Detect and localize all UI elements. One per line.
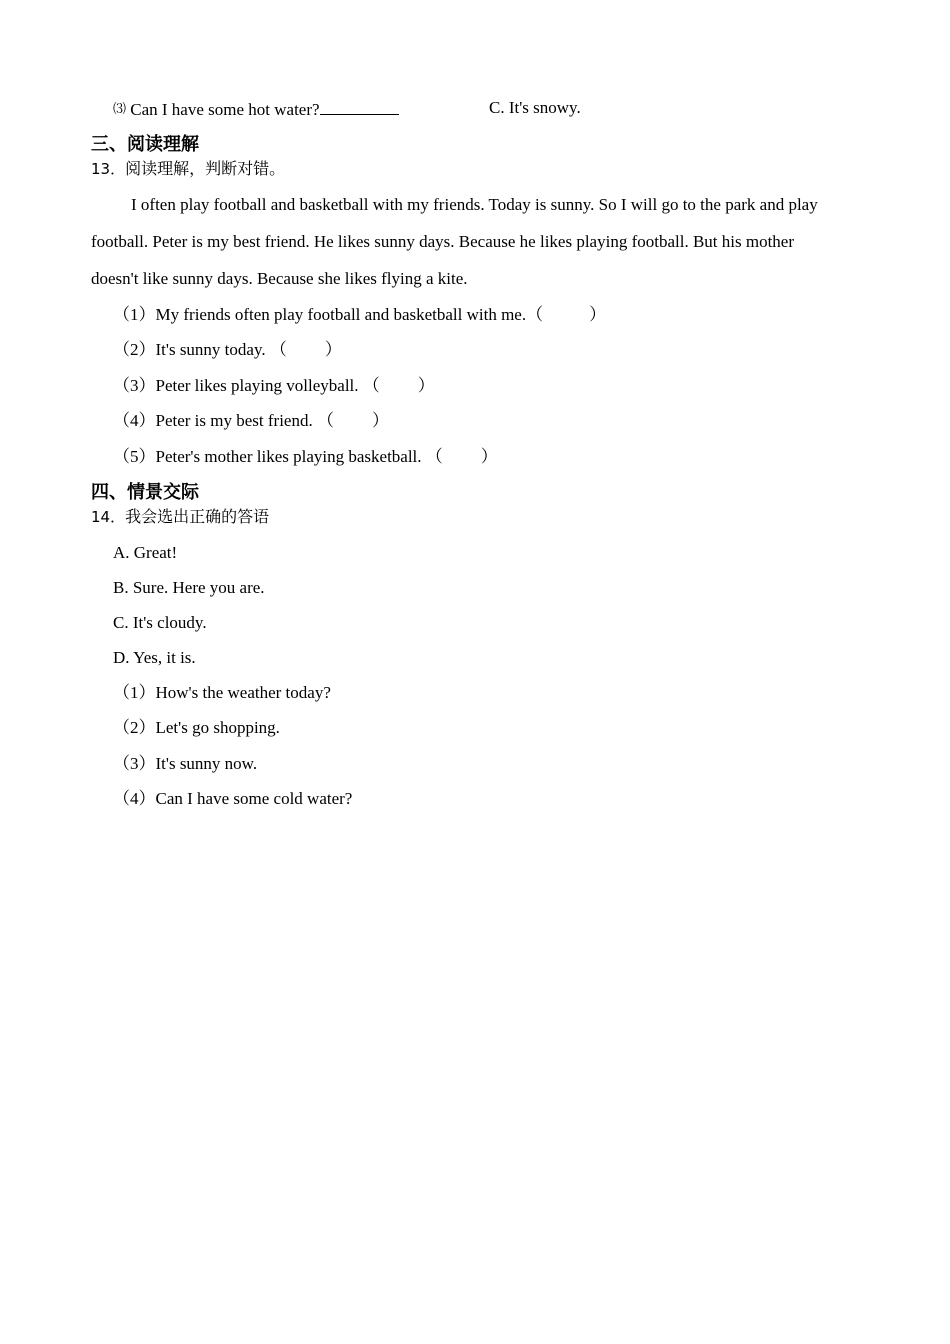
section3-heading: 三、阅读理解 (91, 134, 199, 155)
top-question (113, 98, 399, 120)
dialogue-text: Let's go shopping. (155, 718, 280, 737)
statement-text: Peter likes playing volleyball. （ (155, 376, 380, 395)
dialogue-question-1 (113, 683, 331, 703)
statement-5 (113, 447, 498, 467)
passage-line-1: I often play football and basketball with my friends. Today is sunny. So I will go to the park and play (131, 195, 818, 214)
statement-1 (113, 305, 606, 325)
option-d: D. Yes, it is. (113, 648, 196, 667)
dialogue-num: （1） (113, 683, 156, 702)
dialogue-question-2 (113, 718, 280, 738)
statement-close: ） (480, 447, 498, 466)
statement-text: Peter is my best friend. （ (155, 411, 334, 430)
option-b: B. Sure. Here you are. (113, 578, 265, 597)
statement-text: Peter's mother likes playing basketball. （ (155, 447, 443, 466)
statement-close: ） (589, 305, 607, 324)
option-c: C. It's cloudy. (113, 613, 207, 632)
question13-header (91, 159, 285, 179)
section4-heading: 四、情景交际 (91, 482, 199, 503)
statement-close: ） (324, 340, 342, 359)
option-a: A. Great! (113, 543, 178, 562)
question13-number: 13． (91, 160, 126, 178)
statement-close: ） (371, 411, 389, 430)
question14-instruction: 我会选出正确的答语 (125, 507, 270, 526)
statement-num: （2） (113, 340, 156, 359)
dialogue-question-3 (113, 754, 257, 774)
statement-num: （3） (113, 376, 156, 395)
dialogue-text: How's the weather today? (155, 683, 331, 702)
passage-line-3: doesn't like sunny days. Because she likes flying a kite. (91, 269, 468, 288)
passage-line-2: football. Peter is my best friend. He likes sunny days. Because he likes playing football. But his mother (91, 232, 795, 251)
top-question-index: ⑶ (113, 102, 127, 117)
answer-blank[interactable] (320, 98, 399, 115)
question14-number: 14． (91, 508, 126, 526)
top-question-text: Can I have some hot water? (130, 100, 320, 119)
statement-text: It's sunny today. （ (155, 340, 287, 359)
dialogue-num: （4） (113, 789, 156, 808)
statement-text: My friends often play football and basketball with me.（ (155, 305, 544, 324)
question13-instruction: 阅读理解，判断对错。 (125, 159, 286, 178)
statement-4 (113, 411, 389, 431)
statement-num: （5） (113, 447, 156, 466)
dialogue-num: （3） (113, 754, 156, 773)
statement-3 (113, 376, 435, 396)
statement-num: （4） (113, 411, 156, 430)
statement-close: ） (417, 376, 435, 395)
dialogue-text: It's sunny now. (155, 754, 258, 773)
dialogue-num: （2） (113, 718, 156, 737)
statement-2 (113, 340, 342, 360)
statement-num: （1） (113, 305, 156, 324)
dialogue-question-4 (113, 789, 352, 809)
dialogue-text: Can I have some cold water? (155, 789, 353, 808)
top-option-c: C. It's snowy. (489, 98, 581, 117)
question14-header (91, 507, 269, 527)
